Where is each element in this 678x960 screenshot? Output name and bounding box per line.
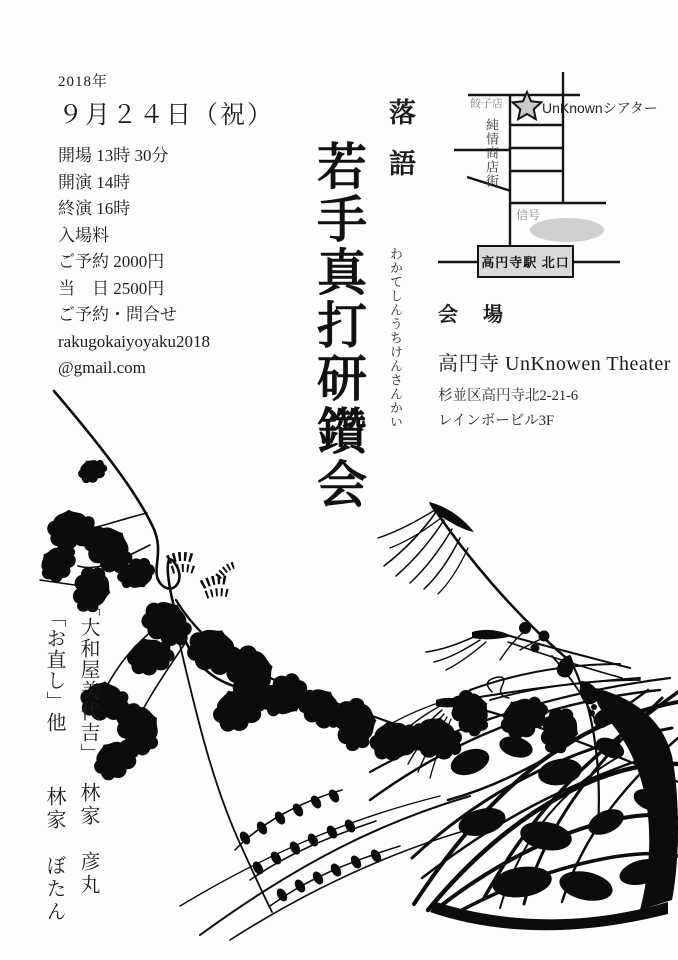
event-details — [58, 143, 274, 382]
station-box: 高円寺駅 北口 — [477, 245, 574, 278]
venue-map — [430, 58, 658, 292]
pampas-plume-mid — [426, 630, 630, 678]
venue-name: 高円寺 UnKnowen Theater — [438, 353, 671, 375]
title-furigana: わかてしんうちけんさんかい — [388, 247, 403, 429]
performer-name-2: 林家 ぼたん — [43, 786, 65, 924]
detail-end: 終演 16時 — [58, 199, 131, 218]
map-label-shotengai: 純情商店街 — [484, 118, 499, 188]
map-label-gyoza: 餃子店 — [470, 98, 503, 110]
blossom-clusters — [168, 556, 234, 595]
detail-admission-label: 入場料 — [58, 225, 109, 245]
venue-info — [438, 298, 671, 430]
event-info — [58, 70, 274, 382]
program-piece-2: 「お直し」他 — [43, 607, 65, 733]
detail-start: 開演 14時 — [58, 172, 131, 192]
venue-address: 杉並区高円寺北2-21-6 — [438, 388, 579, 404]
detail-door-price: 当 日 2500円 — [58, 278, 165, 298]
event-year: 2018年 — [58, 74, 109, 90]
detail-doors-open: 開場 13時 30分 — [58, 146, 169, 165]
venue-building: レインボービル3F — [438, 413, 555, 429]
map-label-signal: 信号 — [516, 208, 541, 222]
map-label-theater: UnKnownシアター — [542, 100, 658, 116]
contact-email-domain: @gmail.com — [58, 358, 146, 377]
performer-name-1: 林家 彦丸 — [77, 782, 99, 897]
event-date: ９月２４日（祝） — [58, 102, 275, 129]
contact-email-user: rakugokaiyoyaku2018 — [58, 331, 211, 351]
detail-contact-label: ご予約・問合せ — [58, 305, 177, 324]
genre-label: 落語 — [385, 98, 415, 200]
venue-heading: 会 場 — [438, 304, 513, 326]
main-title: 若手真打研鑽会 — [310, 140, 366, 511]
detail-advance-price: ご予約 2000円 — [58, 252, 165, 271]
program-piece-1: 「大和屋美代吉」 — [77, 596, 99, 764]
rotary-ellipse — [530, 218, 604, 242]
